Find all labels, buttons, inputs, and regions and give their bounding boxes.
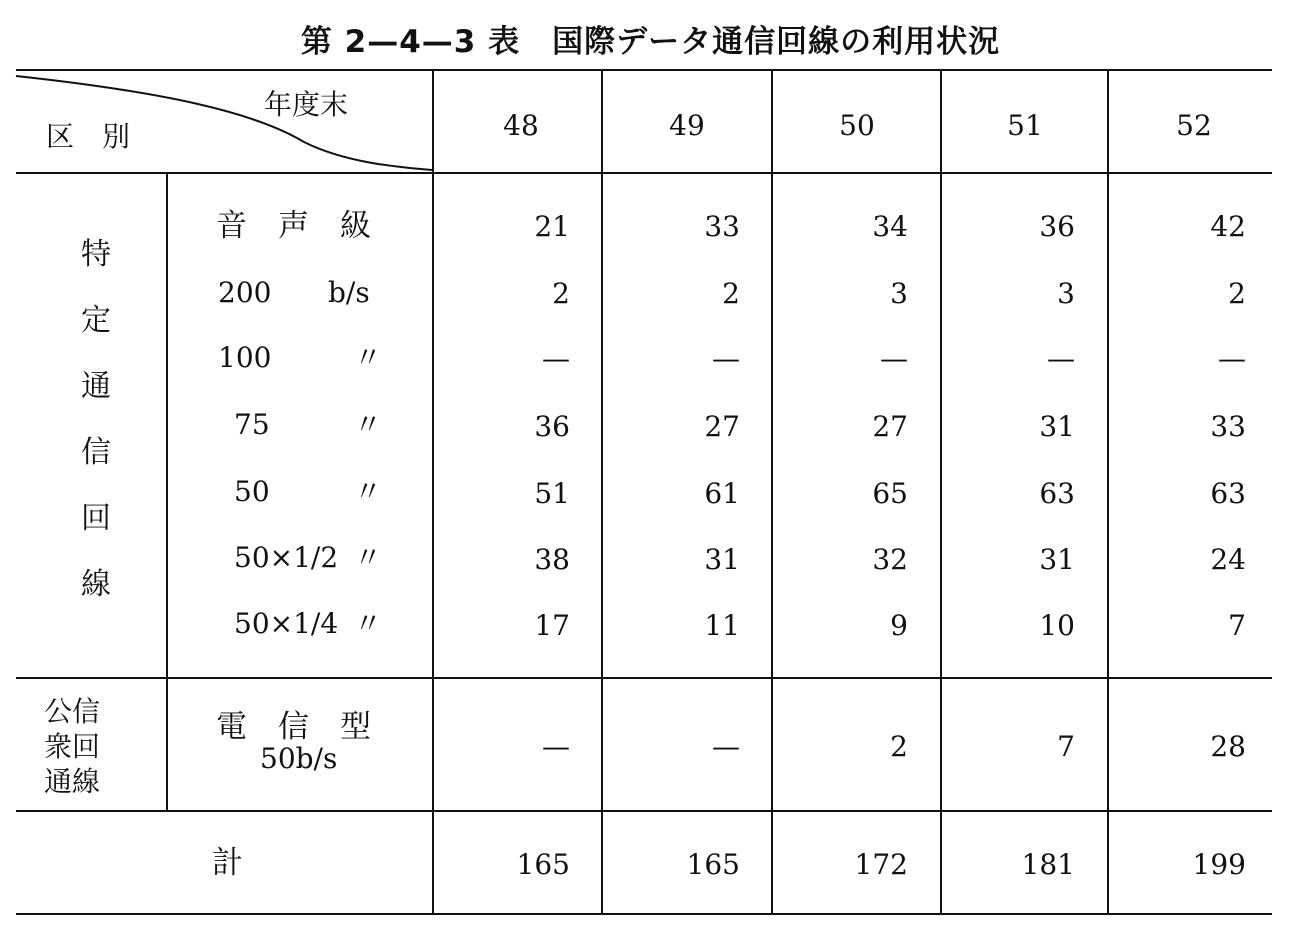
cell-52: 199 [1192,848,1246,881]
cell-49: 33 [704,210,740,243]
row-label: 100 [218,341,272,374]
row-unit: 〃 [354,607,383,640]
cell-50: 65 [872,477,908,510]
row-unit: 〃 [354,408,383,441]
total-label: 計 [212,845,243,881]
row-label: 音 声 級 [216,208,371,244]
cell-48: 51 [534,477,570,510]
row-unit: 〃 [354,475,383,508]
rule-bottom [16,913,1272,915]
header-category: 区 別 [46,120,131,153]
cell-52: 42 [1210,210,1246,243]
cell-50: 3 [890,277,908,310]
header-year-48: 48 [503,109,539,142]
cell-49: 27 [704,410,740,443]
cell-52: 28 [1210,730,1246,763]
cell-48: 21 [534,210,570,243]
header-fiscal-year-end: 年度末 [264,88,349,121]
row-unit: 〃 [354,341,383,374]
rule-vertical-49 [771,70,773,913]
header-year-50: 50 [839,109,875,142]
row-label-unit: 50b/s [260,742,338,775]
rule-vertical-50 [940,70,942,913]
header-year-49: 49 [669,109,705,142]
cell-51: 7 [1057,730,1075,763]
cell-52: 63 [1210,477,1246,510]
row-label: 50×1/2 [234,541,339,574]
cell-48: 36 [534,410,570,443]
rule-top [16,69,1272,71]
cell-50: 172 [854,848,908,881]
cell-52: 24 [1210,543,1246,576]
rule-vertical-51 [1107,70,1109,913]
cell-49: 2 [722,277,740,310]
cell-50: 2 [890,730,908,763]
rule-vertical-48 [601,70,603,913]
cell-49: 165 [686,848,740,881]
row-label: 50×1/4 [234,607,339,640]
cell-51: 36 [1039,210,1075,243]
cell-48: 165 [516,848,570,881]
rule-vertical-group [166,174,168,810]
cell-51: 10 [1039,609,1075,642]
group-label-specific: 特 定 通 信 回 線 [81,237,111,602]
cell-49: 11 [704,609,740,642]
cell-50: 9 [890,609,908,642]
cell-52: — [1218,342,1246,375]
group-label-public: 公信 衆回 通線 [44,695,101,798]
row-label: 75 [234,408,270,441]
row-label: 電 信 型 [216,709,371,745]
header-year-52: 52 [1176,109,1212,142]
cell-48: 2 [552,277,570,310]
cell-48: 38 [534,543,570,576]
row-label: 50 [234,475,270,508]
cell-48: — [542,342,570,375]
cell-48: 17 [534,609,570,642]
rule-group-divider [16,677,1272,679]
row-unit: 〃 [354,541,383,574]
cell-50: 32 [872,543,908,576]
cell-49: — [712,730,740,763]
header-year-51: 51 [1007,109,1043,142]
rule-total-top [16,810,1272,812]
cell-51: 31 [1039,410,1075,443]
cell-52: 33 [1210,410,1246,443]
cell-48: — [542,730,570,763]
cell-49: — [712,342,740,375]
cell-51: 31 [1039,543,1075,576]
cell-51: 181 [1021,848,1075,881]
cell-50: 27 [872,410,908,443]
cell-49: 61 [704,477,740,510]
rule-vertical-label [432,70,434,913]
cell-52: 2 [1228,277,1246,310]
cell-52: 7 [1228,609,1246,642]
cell-51: 63 [1039,477,1075,510]
cell-50: 34 [872,210,908,243]
row-label: 200 [218,276,272,309]
cell-50: — [880,342,908,375]
table-title: 第 2—4—3 表 国際データ通信回線の利用状況 [300,24,1001,60]
rule-header-bottom [16,172,1272,174]
cell-51: — [1047,342,1075,375]
cell-49: 31 [704,543,740,576]
row-unit: b/s [328,276,370,309]
cell-51: 3 [1057,277,1075,310]
